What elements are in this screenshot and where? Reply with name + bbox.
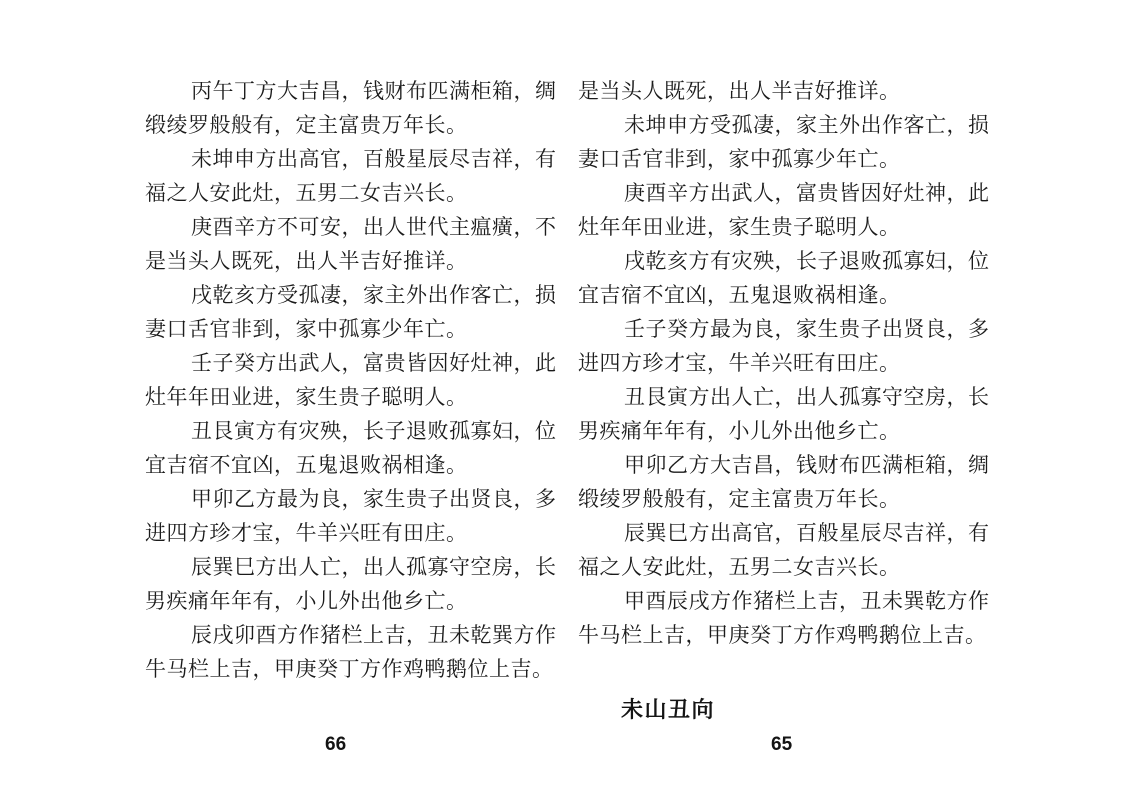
section-heading: 未山丑向 (621, 697, 716, 722)
text-line: 是当头人既死，出人半吉好推详。 (578, 79, 901, 103)
text-line: 庚酉辛方不可安，出人世代主瘟癀，不 (191, 215, 557, 239)
text-line: 牛马栏上吉，甲庚癸丁方作鸡鸭鹅位上吉。 (145, 657, 554, 681)
right-page-text-column (578, 74, 992, 652)
text-line: 戌乾亥方受孤凄，家主外出作客亡，损 (191, 283, 557, 307)
text-line: 辰巽巳方出高官，百般星辰尽吉祥，有 (624, 521, 990, 545)
text-line: 未坤申方出高官，百般星辰尽吉祥，有 (191, 147, 557, 171)
text-line: 壬子癸方最为良，家生贵子出贤良，多 (624, 317, 990, 341)
text-line: 丑艮寅方出人亡，出人孤寡守空房，长 (624, 385, 990, 409)
text-line: 妻口舌官非到，家中孤寡少年亡。 (578, 147, 901, 171)
text-line: 灶年年田业进，家生贵子聪明人。 (145, 385, 468, 409)
text-line: 戌乾亥方有灾殃，长子退败孤寡妇，位 (624, 249, 990, 273)
text-line: 甲卯乙方大吉昌，钱财布匹满柜箱，绸 (624, 453, 990, 477)
page-number-right: 65 (771, 734, 793, 755)
text-line: 进四方珍才宝，牛羊兴旺有田庄。 (578, 351, 901, 375)
text-line: 丑艮寅方有灾殃，长子退败孤寡妇，位 (191, 419, 557, 443)
text-line: 丙午丁方大吉昌，钱财布匹满柜箱，绸 (191, 79, 557, 103)
text-line: 宜吉宿不宜凶，五鬼退败祸相逢。 (578, 283, 901, 307)
text-line: 辰巽巳方出人亡，出人孤寡守空房，长 (191, 555, 557, 579)
text-line: 牛马栏上吉，甲庚癸丁方作鸡鸭鹅位上吉。 (578, 623, 987, 647)
text-line: 甲酉辰戌方作猪栏上吉，丑未巽乾方作 (624, 589, 990, 613)
text-line: 灶年年田业进，家生贵子聪明人。 (578, 215, 901, 239)
text-line: 宜吉宿不宜凶，五鬼退败祸相逢。 (145, 453, 468, 477)
text-line: 缎绫罗般般有，定主富贵万年长。 (578, 487, 901, 511)
page-number-left: 66 (325, 734, 347, 755)
left-page-text-column (145, 74, 557, 686)
text-line: 庚酉辛方出武人，富贵皆因好灶神，此 (624, 181, 990, 205)
text-line: 甲卯乙方最为良，家生贵子出贤良，多 (191, 487, 557, 511)
text-line: 缎绫罗般般有，定主富贵万年长。 (145, 113, 468, 137)
text-line: 福之人安此灶，五男二女吉兴长。 (145, 181, 468, 205)
text-line: 未坤申方受孤凄，家主外出作客亡，损 (624, 113, 990, 137)
text-line: 壬子癸方出武人，富贵皆因好灶神，此 (191, 351, 557, 375)
text-line: 男疾痛年年有，小儿外出他乡亡。 (145, 589, 468, 613)
text-line: 妻口舌官非到，家中孤寡少年亡。 (145, 317, 468, 341)
text-line: 是当头人既死，出人半吉好推详。 (145, 249, 468, 273)
text-line: 进四方珍才宝，牛羊兴旺有田庄。 (145, 521, 468, 545)
text-line: 男疾痛年年有，小儿外出他乡亡。 (578, 419, 901, 443)
text-line: 辰戌卯酉方作猪栏上吉，丑未乾巽方作 (191, 623, 557, 647)
text-line: 福之人安此灶，五男二女吉兴长。 (578, 555, 901, 579)
